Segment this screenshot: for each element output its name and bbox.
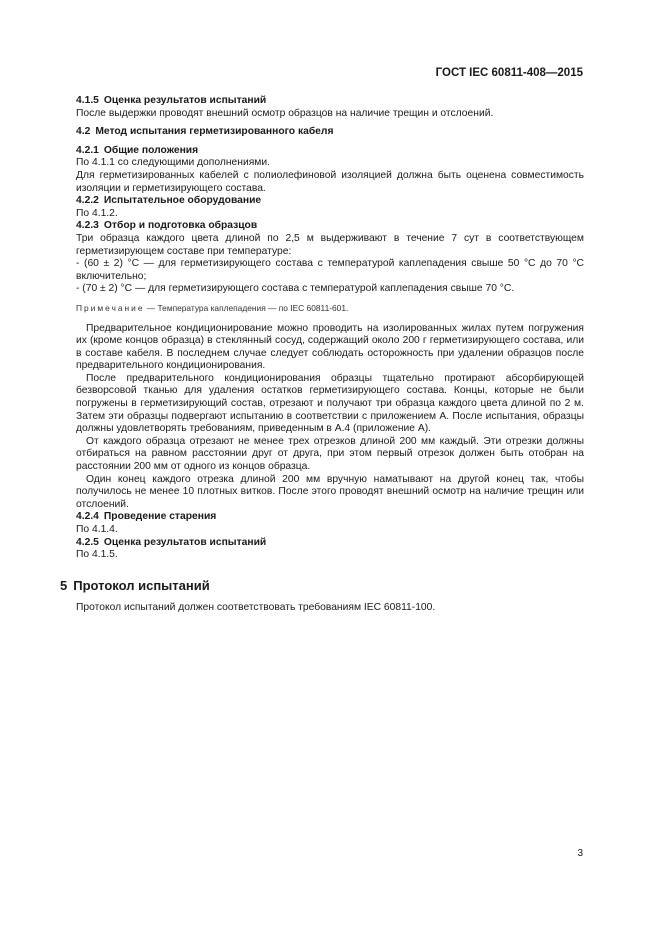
text-4-2-1-line2: Для герметизированных кабелей с полиолефиновой изоляцией должна быть оценена совместимость изоляции и герметизирующего состава.: [76, 169, 584, 194]
note-text: — Температура каплепадения — по IEC 60811-601.: [144, 302, 349, 313]
heading-4-2: 4.2 Метод испытания герметизированного кабеля: [76, 126, 334, 138]
note-label: Примечание: [76, 302, 145, 313]
heading-4-2-1: 4.2.1 Общие положения: [76, 144, 199, 156]
heading-4-2-5: 4.2.5 Оценка результатов испытаний: [76, 536, 267, 548]
paragraph-4: Один конец каждого отрезка длиной 200 мм вручную наматывают на другой конец так, чтобы получилось не менее 10 плотных витков. После этого проводят внешний осмотр на наличие трещин или отслоений.: [76, 473, 584, 510]
standard-designation: ГОСТ IEC 60811-408—2015: [435, 67, 583, 79]
page-number: 3: [577, 848, 583, 859]
paragraph-3: От каждого образца отрезают не менее трех отрезков длиной 200 мм каждый. Эти отрезки должны отбираться на равном расстоянии друг от друга, при этом первый отрезок должен быть отобран на расстоянии 200 мм от одного из концов образца.: [76, 435, 584, 473]
text-4-2-1-line1: По 4.1.1 со следующими дополнениями.: [76, 157, 270, 169]
heading-4-2-2: 4.2.2 Испытательное оборудование: [76, 195, 262, 207]
text-4-2-3-intro: Три образца каждого цвета длиной по 2,5 м выдерживают в течение 7 сут в соответствующем герметизирующем составе при температуре:: [76, 232, 584, 257]
text-4-2-2: По 4.1.2.: [76, 207, 118, 219]
paragraph-2: После предварительного кондиционирования образцы тщательно протирают абсорбирующей безворсовой тканью для удаления остатков герметизирующего состава. Концы, которые не были погружены в герметизирующий состав, отрезают и получают три образца каждого цвета длиной по 2 м. Затем эти образцы подвергают испытанию в соответствии с приложением А. После испытания, образцы должны удовлетворять требованиям, приведенным в А.4 (приложение А).: [76, 372, 584, 435]
document-body: [60, 95, 584, 615]
list-item-2: - (70 ± 2) °С — для герметизирующего состава с температурой каплепадения свыше 70 °С.: [76, 283, 515, 295]
heading-4-2-3: 4.2.3 Отбор и подготовка образцов: [76, 220, 258, 232]
text-section-5: Протокол испытаний должен соответствовать требованиям IEC 60811-100.: [76, 602, 436, 614]
heading-4-1-5: 4.1.5 Оценка результатов испытаний: [76, 95, 267, 106]
note: [76, 302, 584, 315]
heading-4-2-4: 4.2.4 Проведение старения: [76, 511, 217, 523]
text-4-2-5: По 4.1.5.: [76, 549, 118, 561]
heading-section-5: 5 Протокол испытаний: [60, 577, 210, 593]
paragraph-1: Предварительное кондиционирование можно проводить на изолированных жилах путем погружения их (кроме концов образца) в стеклянный сосуд, содержащий около 200 г герметизирующего состава, или в составе кабеля. В последнем случае следует соблюдать осторожность при удалении образцов после предварительного кондиционирования.: [76, 322, 584, 372]
list-item-1: - (60 ± 2) °С — для герметизирующего состава с температурой каплепадения свыше 50 °С до 70 °С включительно;: [76, 258, 584, 282]
text-4-1-5: После выдержки проводят внешний осмотр образцов на наличие трещин и отслоений.: [76, 107, 494, 119]
text-4-2-4: По 4.1.4.: [76, 524, 118, 535]
